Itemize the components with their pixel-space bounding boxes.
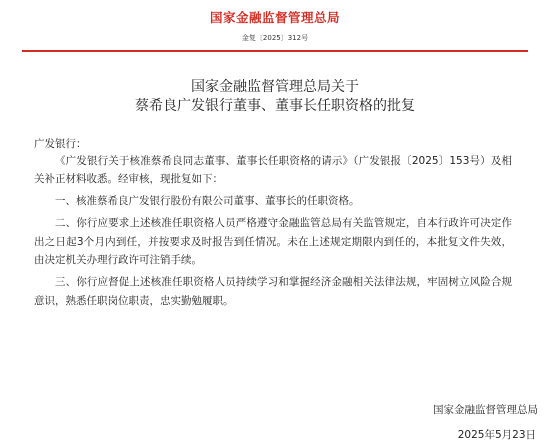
addressee: 广发银行： xyxy=(34,138,87,150)
title-line-2: 蔡希良广发银行董事、董事长任职资格的批复 xyxy=(135,98,415,114)
document-number: 金复〔2025〕312号 xyxy=(241,34,309,42)
red-divider-line xyxy=(22,50,528,52)
document-title xyxy=(0,78,550,116)
signature-date: 2025年5月23日 xyxy=(457,429,536,441)
signature-org: 国家金融监督管理总局 xyxy=(433,404,538,416)
paragraph-intro: 《广发银行关于核准蔡希良同志董事、董事长任职资格的请示》（广发银报〔2025〕153号）及相关补正材料收悉。经审核，现批复如下： xyxy=(34,155,512,186)
paragraph-item-3: 三、你行应督促上述核准任职资格人员持续学习和掌握经济金融相关法律法规，牢固树立风险合规意识，熟悉任职岗位职责，忠实勤勉履职。 xyxy=(34,276,512,307)
paragraph-item-1: 一、核准蔡希良广发银行股份有限公司董事、董事长的任职资格。 xyxy=(55,195,360,208)
title-line-1: 国家金融监督管理总局关于 xyxy=(191,79,359,95)
issuer-header: 国家金融监督管理总局 xyxy=(209,10,340,25)
body-text xyxy=(34,152,512,314)
paragraph-item-2: 二、你行应要求上述核准任职资格人员严格遵守金融监管总局有关监管规定，自本行政许可决定作出之日起3个月内到任，并按要求及时报告到任情况。未在上述规定期限内到任的，本批复文件失效，由决定机关办理行政许可注销手续。 xyxy=(34,217,512,267)
